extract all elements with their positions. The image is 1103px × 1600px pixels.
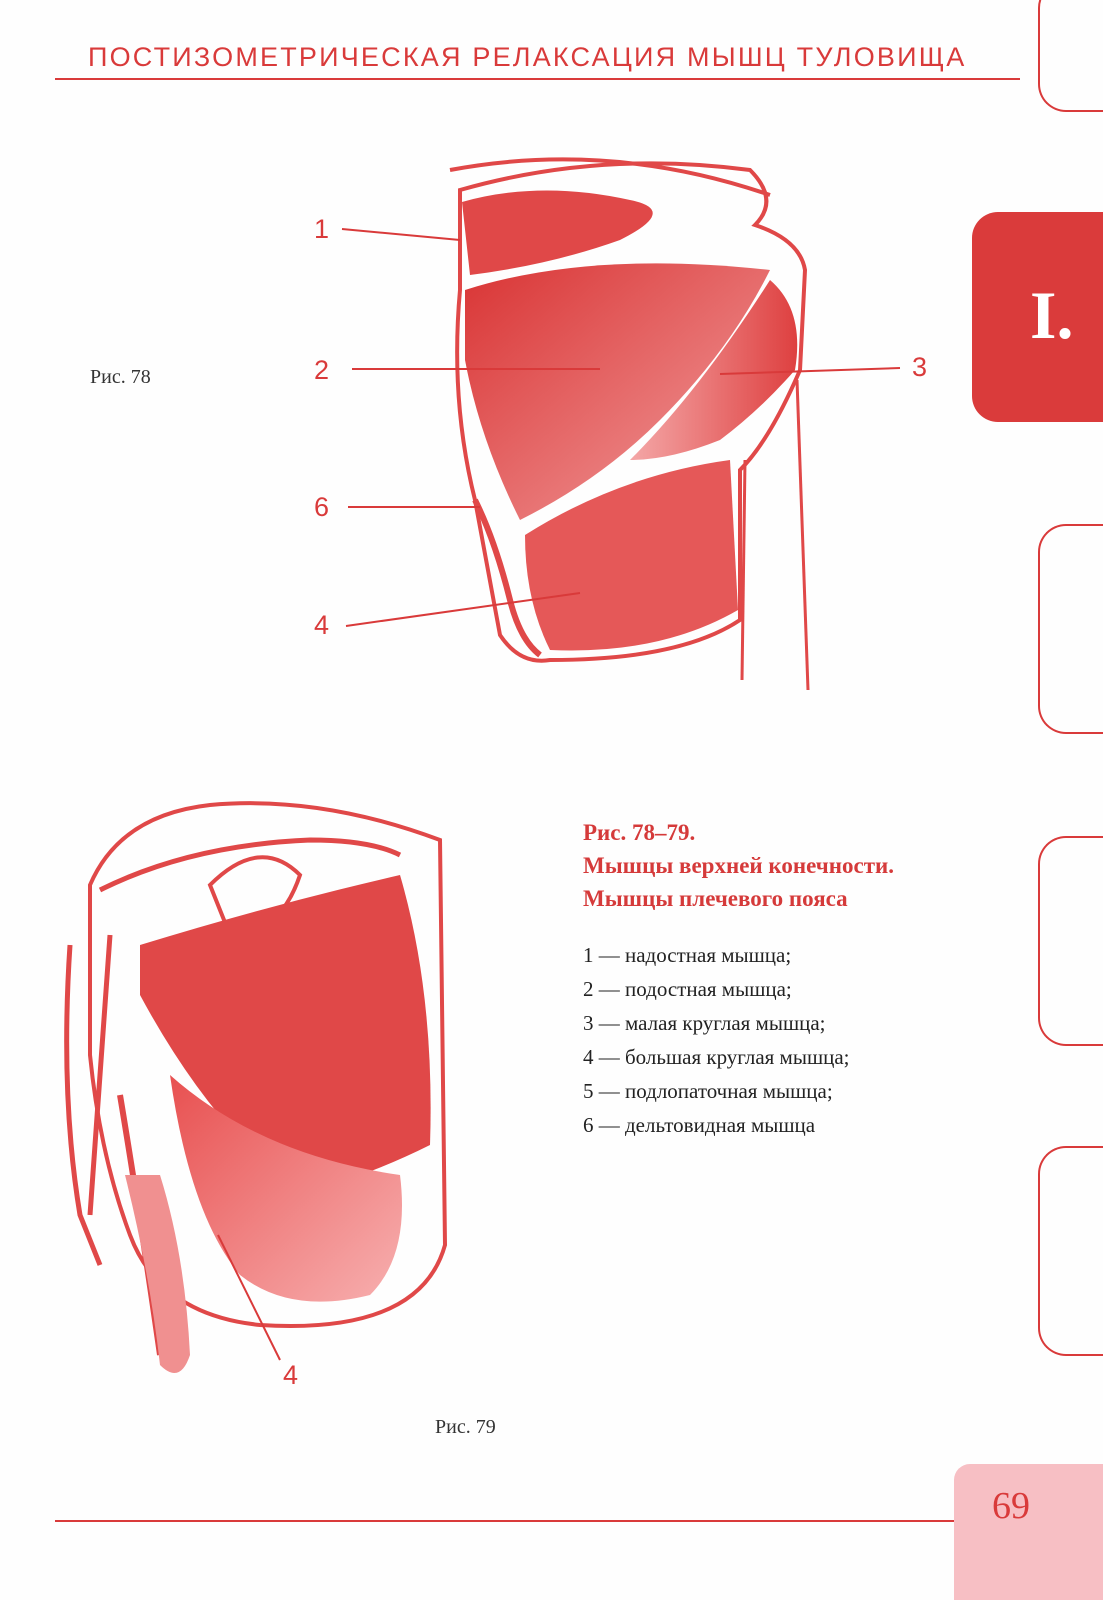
chapter-tab-empty-1 [1038,0,1103,112]
callout-79-4: 4 [283,1360,299,1390]
chapter-tab-empty-2 [1038,524,1103,734]
page-number: 69 [992,1485,1030,1527]
legend-item: 4 — большая круглая мышца; [583,1045,850,1069]
callout-78-1: 1 [314,214,330,244]
running-header: ПОСТИЗОМЕТРИЧЕСКАЯ РЕЛАКСАЦИЯ МЫШЦ ТУЛОВИЩА [88,42,967,72]
figure-caption-title [583,816,894,915]
callout-78-4: 4 [314,610,330,640]
figure-79-illustration [40,795,470,1395]
legend-item: 2 — подостная мышца; [583,977,792,1001]
caption-line-3: Мышцы плечевого пояса [583,886,848,911]
chapter-tab-empty-3 [1038,836,1103,1046]
humerus-line-2 [797,380,808,690]
caption-line-2: Мышцы верхней конечности. [583,853,894,878]
figure-79-label: Рис. 79 [435,1416,496,1438]
figure-78-illustration [300,140,960,720]
callout-78-6: 6 [314,492,330,522]
clavicle [100,840,400,890]
legend-item: 5 — подлопаточная мышца; [583,1079,833,1103]
header-rule [55,78,1020,80]
callout-78-3: 3 [912,352,928,382]
supraspinatus-muscle [462,190,653,275]
chapter-tab-label: I. [1030,277,1074,353]
callout-line-1 [342,229,460,240]
legend-item: 6 — дельтовидная мышца [583,1113,816,1137]
legend-item: 3 — малая круглая мышца; [583,1011,826,1035]
page-number-box [954,1464,1103,1600]
legend-item: 1 — надостная мышца; [583,943,792,967]
caption-line-1: Рис. 78–79. [583,820,696,845]
footer-rule [55,1520,960,1522]
chapter-tab-empty-4 [1038,1146,1103,1356]
chapter-tab-active [972,212,1103,422]
muscle-legend [583,938,850,1142]
callout-78-2: 2 [314,355,330,385]
lower-arm-mass [125,1175,190,1373]
figure-78-label: Рис. 78 [90,366,151,388]
humerus-line-1 [742,460,745,680]
